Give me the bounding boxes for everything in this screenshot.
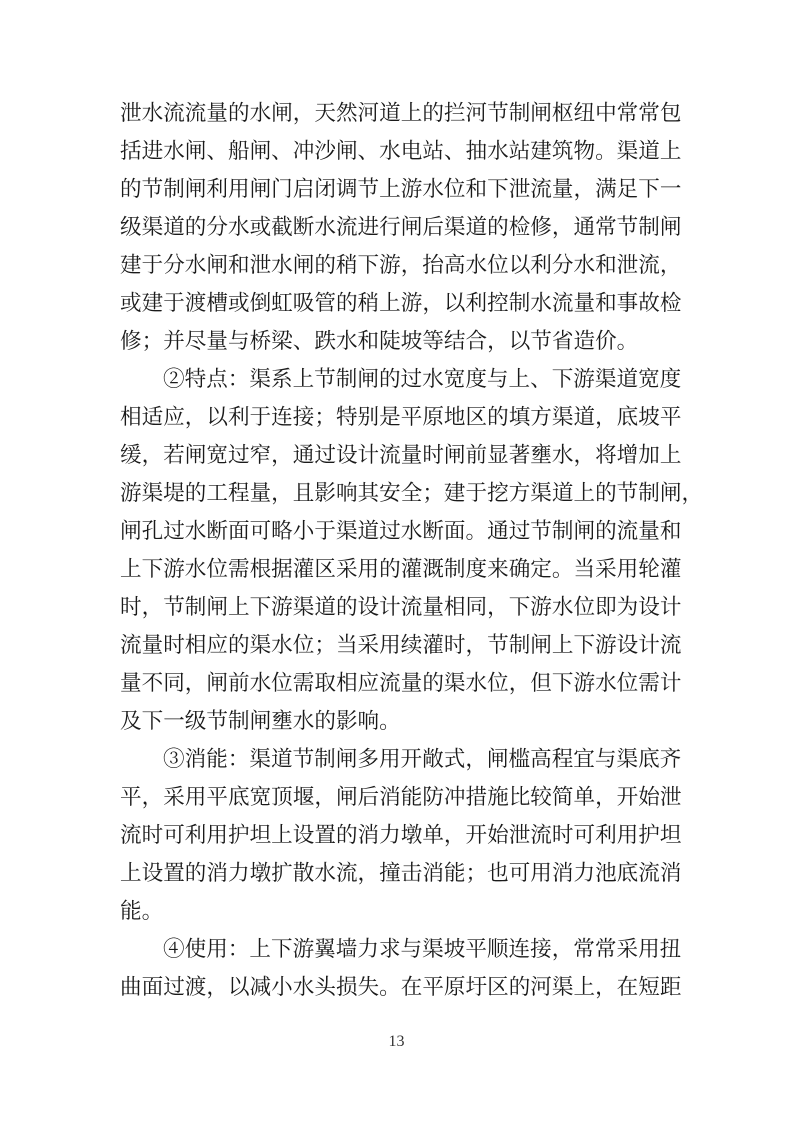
text-line: 上设置的消力墩扩散水流，撞击消能；也可用消力池底流消: [120, 861, 682, 886]
page-number: 13: [388, 1033, 405, 1050]
text-line: 建于分水闸和泄水闸的稍下游，抬高水位以利分水和泄流，: [120, 253, 682, 278]
text-line: 泄水流流量的水闸，天然河道上的拦河节制闸枢纽中常常包: [120, 101, 682, 126]
text-line: 能。: [120, 899, 164, 924]
text-line: ④使用：上下游翼墙力求与渠坡平顺连接，常常采用扭: [163, 937, 682, 962]
text-line: 流量时相应的渠水位；当采用续灌时，节制闸上下游设计流: [120, 633, 682, 658]
text-line: 上下游水位需根据灌区采用的灌溉制度来确定。当采用轮灌: [120, 557, 682, 582]
text-line: 级渠道的分水或截断水流进行闸后渠道的检修，通常节制闸: [120, 215, 682, 240]
text-line: 缓，若闸宽过窄，通过设计流量时闸前显著壅水，将增加上: [120, 443, 682, 468]
text-line: 修；并尽量与桥梁、跌水和陡坡等结合，以节省造价。: [120, 329, 639, 354]
text-line: 量不同，闸前水位需取相应流量的渠水位，但下游水位需计: [120, 671, 682, 696]
text-line: 时，节制闸上下游渠道的设计流量相同，下游水位即为设计: [120, 595, 682, 620]
text-line: 闸孔过水断面可略小于渠道过水断面。通过节制闸的流量和: [120, 519, 682, 544]
text-line: 的节制闸利用闸门启闭调节上游水位和下泄流量，满足下一: [120, 177, 682, 202]
text-line: 曲面过渡，以减小水头损失。在平原圩区的河渠上，在短距: [120, 975, 682, 1000]
text-line: 游渠堤的工程量，且影响其安全；建于挖方渠道上的节制闸，: [120, 481, 704, 506]
text-line: 相适应，以利于连接；特别是平原地区的填方渠道，底坡平: [120, 405, 682, 430]
text-line: 或建于渡槽或倒虹吸管的稍上游，以利控制水流量和事故检: [120, 291, 682, 316]
text-line: 流时可利用护坦上设置的消力墩单，开始泄流时可利用护坦: [120, 823, 682, 848]
text-line: ②特点：渠系上节制闸的过水宽度与上、下游渠道宽度: [163, 367, 682, 392]
document-body: [120, 95, 704, 1007]
text-line: ③消能：渠道节制闸多用开敞式，闸槛高程宜与渠底齐: [163, 747, 682, 772]
text-line: 平，采用平底宽顶堰，闸后消能防冲措施比较简单，开始泄: [120, 785, 682, 810]
text-line: 及下一级节制闸壅水的影响。: [120, 709, 401, 734]
text-line: 括进水闸、船闸、冲沙闸、水电站、抽水站建筑物。渠道上: [120, 139, 682, 164]
